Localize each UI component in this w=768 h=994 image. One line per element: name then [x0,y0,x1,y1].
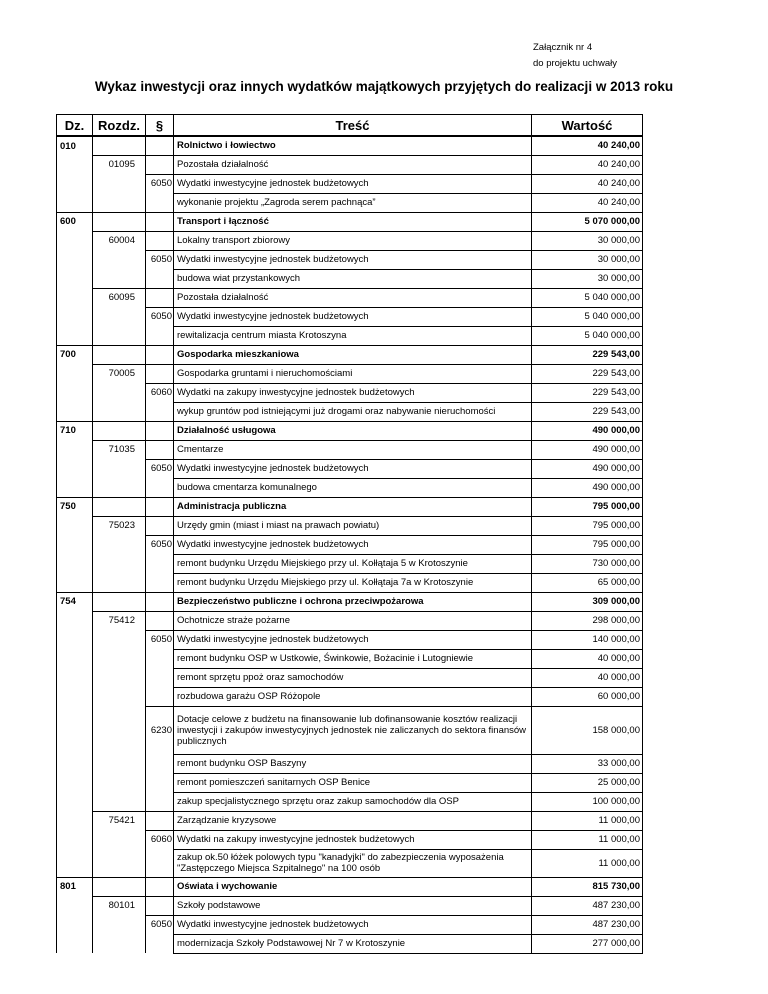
table-row [57,250,643,269]
cell-dz [57,250,93,269]
table-row [57,383,643,402]
cell-par [146,592,174,611]
cell-par [146,421,174,440]
cell-rozdz [93,668,146,687]
cell-par [146,896,174,915]
cell-par: 6060 [146,830,174,849]
cell-tresc: Wydatki inwestycyjne jednostek budżetowych [174,174,532,193]
cell-dz: 750 [57,497,93,516]
table-row [57,849,643,877]
cell-wartosc: 277 000,00 [532,934,643,953]
cell-tresc: Ochotnicze straże pożarne [174,611,532,630]
cell-dz [57,754,93,773]
table-row [57,649,643,668]
cell-dz [57,573,93,592]
cell-rozdz [93,754,146,773]
cell-tresc: Zarządzanie kryzysowe [174,811,532,830]
cell-rozdz [93,915,146,934]
cell-rozdz [93,573,146,592]
cell-dz [57,668,93,687]
cell-rozdz [93,174,146,193]
section-row [57,345,643,364]
cell-dz [57,554,93,573]
cell-dz: 700 [57,345,93,364]
cell-par [146,478,174,497]
cell-rozdz [93,535,146,554]
cell-par: 6050 [146,250,174,269]
cell-par [146,269,174,288]
cell-tresc: Dotacje celowe z budżetu na finansowanie lub dofinansowanie kosztów realizacji inwestycji i zakupów inwestycyjnych jednostek nie zaliczanych do sektora finansów publicznych [174,706,532,754]
cell-rozdz [93,849,146,877]
cell-rozdz: 71035 [93,440,146,459]
table-row [57,516,643,535]
cell-rozdz [93,830,146,849]
cell-dz [57,516,93,535]
cell-par [146,754,174,773]
cell-dz [57,535,93,554]
table-row [57,326,643,345]
cell-rozdz [93,773,146,792]
table-row [57,773,643,792]
cell-par [146,136,174,155]
table-row [57,630,643,649]
cell-par [146,231,174,250]
cell-wartosc: 487 230,00 [532,896,643,915]
attachment-line-1: Załącznik nr 4 [533,42,593,53]
cell-dz [57,326,93,345]
cell-wartosc: 65 000,00 [532,573,643,592]
cell-rozdz [93,792,146,811]
section-row [57,592,643,611]
cell-wartosc: 40 000,00 [532,668,643,687]
cell-rozdz: 80101 [93,896,146,915]
cell-tresc: modernizacja Szkoły Podstawowej Nr 7 w Krotoszynie [174,934,532,953]
cell-rozdz [93,592,146,611]
cell-par: 6060 [146,383,174,402]
cell-dz [57,155,93,174]
table-row [57,573,643,592]
cell-wartosc: 5 040 000,00 [532,326,643,345]
cell-tresc: remont pomieszczeń sanitarnych OSP Benice [174,773,532,792]
cell-rozdz: 75023 [93,516,146,535]
cell-wartosc: 30 000,00 [532,250,643,269]
cell-par [146,364,174,383]
cell-wartosc: 795 000,00 [532,516,643,535]
cell-par: 6050 [146,915,174,934]
cell-rozdz [93,383,146,402]
table-row [57,554,643,573]
table-row [57,934,643,953]
cell-wartosc: 158 000,00 [532,706,643,754]
cell-wartosc: 490 000,00 [532,459,643,478]
cell-rozdz [93,934,146,953]
cell-par [146,516,174,535]
cell-tresc: Administracja publiczna [174,497,532,516]
cell-par [146,611,174,630]
cell-par [146,687,174,706]
cell-dz [57,687,93,706]
cell-tresc: zakup specjalistycznego sprzętu oraz zakup samochodów dla OSP [174,792,532,811]
table-header [57,115,643,137]
cell-rozdz [93,326,146,345]
cell-par: 6050 [146,535,174,554]
cell-tresc: budowa wiat przystankowych [174,269,532,288]
cell-par [146,440,174,459]
cell-dz [57,459,93,478]
cell-rozdz [93,421,146,440]
cell-dz [57,478,93,497]
cell-rozdz [93,402,146,421]
cell-tresc: remont budynku OSP Baszyny [174,754,532,773]
cell-tresc: zakup ok.50 łóżek polowych typu "kanadyjki" do zabezpieczenia wyposażenia "Zastępczego Miejsca Szpitalnego" na 100 osób [174,849,532,877]
cell-tresc: Urzędy gmin (miast i miast na prawach powiatu) [174,516,532,535]
cell-dz [57,934,93,953]
cell-tresc: rewitalizacja centrum miasta Krotoszyna [174,326,532,345]
cell-dz: 801 [57,877,93,896]
cell-dz [57,896,93,915]
cell-tresc: Transport i łączność [174,212,532,231]
cell-tresc: Wydatki na zakupy inwestycyjne jednostek budżetowych [174,830,532,849]
cell-dz [57,773,93,792]
cell-dz: 010 [57,136,93,155]
cell-par [146,792,174,811]
cell-par: 6050 [146,307,174,326]
cell-dz [57,231,93,250]
cell-par [146,649,174,668]
cell-tresc: remont sprzętu ppoż oraz samochodów [174,668,532,687]
cell-wartosc: 100 000,00 [532,792,643,811]
cell-rozdz: 75412 [93,611,146,630]
section-row [57,212,643,231]
cell-wartosc: 229 543,00 [532,364,643,383]
cell-wartosc: 30 000,00 [532,231,643,250]
cell-rozdz: 70005 [93,364,146,383]
section-row [57,877,643,896]
investment-table [56,114,643,954]
cell-par [146,554,174,573]
cell-rozdz [93,687,146,706]
cell-wartosc: 298 000,00 [532,611,643,630]
cell-tresc: remont budynku OSP w Ustkowie, Świnkowie, Bożacinie i Lutogniewie [174,649,532,668]
cell-dz [57,269,93,288]
cell-par: 6230 [146,706,174,754]
cell-dz [57,849,93,877]
table-row [57,440,643,459]
section-row [57,136,643,155]
cell-wartosc: 490 000,00 [532,478,643,497]
cell-par [146,668,174,687]
cell-rozdz [93,478,146,497]
cell-rozdz [93,250,146,269]
cell-dz [57,915,93,934]
cell-dz [57,811,93,830]
cell-wartosc: 487 230,00 [532,915,643,934]
cell-wartosc: 11 000,00 [532,849,643,877]
cell-tresc: Bezpieczeństwo publiczne i ochrona przeciwpożarowa [174,592,532,611]
cell-dz [57,830,93,849]
cell-rozdz [93,554,146,573]
cell-dz [57,174,93,193]
attachment-note [533,40,617,72]
table-row [57,231,643,250]
cell-wartosc: 5 040 000,00 [532,307,643,326]
table-row [57,535,643,554]
cell-par [146,155,174,174]
cell-par [146,402,174,421]
section-row [57,497,643,516]
cell-tresc: wykonanie projektu „Zagroda serem pachnąca” [174,193,532,212]
cell-par: 6050 [146,174,174,193]
table-row [57,754,643,773]
table-row [57,687,643,706]
cell-wartosc: 11 000,00 [532,830,643,849]
cell-wartosc: 40 240,00 [532,155,643,174]
cell-tresc: Oświata i wychowanie [174,877,532,896]
cell-tresc: rozbudowa garażu OSP Różopole [174,687,532,706]
cell-tresc: Wydatki inwestycyjne jednostek budżetowych [174,630,532,649]
table-row [57,307,643,326]
page-title: Wykaz inwestycji oraz innych wydatków majątkowych przyjętych do realizacji w 2013 roku [94,79,674,94]
cell-wartosc: 30 000,00 [532,269,643,288]
section-row [57,421,643,440]
cell-tresc: remont budynku Urzędu Miejskiego przy ul. Kołłątaja 7a w Krotoszynie [174,573,532,592]
header-wartosc: Wartość [532,115,643,137]
cell-tresc: Rolnictwo i łowiectwo [174,136,532,155]
header-dz: Dz. [57,115,93,137]
header-par: § [146,115,174,137]
cell-dz [57,364,93,383]
table-row [57,174,643,193]
table-row [57,611,643,630]
cell-tresc: Lokalny transport zbiorowy [174,231,532,250]
cell-tresc: budowa cmentarza komunalnego [174,478,532,497]
table-row [57,478,643,497]
table-row [57,155,643,174]
table-row [57,668,643,687]
table-row [57,792,643,811]
header-tresc: Treść [174,115,532,137]
table-row [57,402,643,421]
header-rozdz: Rozdz. [93,115,146,137]
cell-rozdz: 01095 [93,155,146,174]
cell-tresc: Pozostała działalność [174,288,532,307]
cell-tresc: Szkoły podstawowe [174,896,532,915]
cell-par [146,849,174,877]
cell-tresc: Wydatki inwestycyjne jednostek budżetowych [174,250,532,269]
table-row [57,915,643,934]
cell-tresc: Działalność usługowa [174,421,532,440]
table-row [57,269,643,288]
cell-wartosc: 60 000,00 [532,687,643,706]
cell-rozdz [93,459,146,478]
cell-dz: 600 [57,212,93,231]
table-row [57,364,643,383]
cell-dz [57,307,93,326]
cell-tresc: Pozostała działalność [174,155,532,174]
cell-rozdz [93,345,146,364]
cell-dz: 710 [57,421,93,440]
cell-dz [57,402,93,421]
cell-dz [57,649,93,668]
cell-par [146,877,174,896]
cell-dz [57,792,93,811]
cell-wartosc: 229 543,00 [532,345,643,364]
cell-tresc: Wydatki inwestycyjne jednostek budżetowych [174,459,532,478]
cell-wartosc: 795 000,00 [532,535,643,554]
cell-wartosc: 11 000,00 [532,811,643,830]
cell-rozdz [93,212,146,231]
cell-par [146,811,174,830]
cell-rozdz [93,193,146,212]
cell-wartosc: 140 000,00 [532,630,643,649]
table-row [57,706,643,754]
cell-wartosc: 40 240,00 [532,174,643,193]
cell-par [146,573,174,592]
table-row [57,193,643,212]
cell-wartosc: 33 000,00 [532,754,643,773]
cell-par [146,345,174,364]
cell-wartosc: 309 000,00 [532,592,643,611]
attachment-line-2: do projektu uchwały [533,58,617,69]
cell-rozdz [93,136,146,155]
cell-tresc: remont budynku Urzędu Miejskiego przy ul. Kołłątaja 5 w Krotoszynie [174,554,532,573]
table-row [57,896,643,915]
cell-rozdz [93,877,146,896]
cell-par [146,497,174,516]
cell-tresc: Wydatki na zakupy inwestycyjne jednostek budżetowych [174,383,532,402]
cell-rozdz [93,649,146,668]
table-row [57,811,643,830]
cell-tresc: Wydatki inwestycyjne jednostek budżetowych [174,915,532,934]
table-row [57,459,643,478]
table-body [57,136,643,953]
cell-wartosc: 40 240,00 [532,136,643,155]
cell-wartosc: 490 000,00 [532,440,643,459]
cell-wartosc: 229 543,00 [532,383,643,402]
cell-tresc: Wydatki inwestycyjne jednostek budżetowych [174,535,532,554]
cell-par [146,326,174,345]
cell-par [146,212,174,231]
cell-rozdz [93,269,146,288]
table-row [57,830,643,849]
cell-wartosc: 25 000,00 [532,773,643,792]
cell-par [146,934,174,953]
cell-wartosc: 490 000,00 [532,421,643,440]
cell-rozdz [93,497,146,516]
cell-dz [57,611,93,630]
cell-wartosc: 40 240,00 [532,193,643,212]
cell-rozdz: 60095 [93,288,146,307]
cell-wartosc: 40 000,00 [532,649,643,668]
cell-wartosc: 5 040 000,00 [532,288,643,307]
cell-dz [57,193,93,212]
cell-par [146,193,174,212]
cell-dz [57,383,93,402]
cell-rozdz [93,630,146,649]
cell-dz [57,440,93,459]
cell-par [146,288,174,307]
cell-tresc: Wydatki inwestycyjne jednostek budżetowych [174,307,532,326]
cell-rozdz: 75421 [93,811,146,830]
cell-wartosc: 229 543,00 [532,402,643,421]
cell-tresc: Gospodarka gruntami i nieruchomościami [174,364,532,383]
cell-tresc: Cmentarze [174,440,532,459]
cell-tresc: Gospodarka mieszkaniowa [174,345,532,364]
cell-dz: 754 [57,592,93,611]
cell-tresc: wykup gruntów pod istniejącymi już drogami oraz nabywanie nieruchomości [174,402,532,421]
cell-par: 6050 [146,630,174,649]
cell-rozdz: 60004 [93,231,146,250]
cell-wartosc: 795 000,00 [532,497,643,516]
cell-wartosc: 5 070 000,00 [532,212,643,231]
cell-dz [57,630,93,649]
cell-par: 6050 [146,459,174,478]
cell-dz [57,288,93,307]
cell-dz [57,706,93,754]
cell-wartosc: 815 730,00 [532,877,643,896]
table-row [57,288,643,307]
cell-rozdz [93,706,146,754]
cell-wartosc: 730 000,00 [532,554,643,573]
cell-par [146,773,174,792]
cell-rozdz [93,307,146,326]
